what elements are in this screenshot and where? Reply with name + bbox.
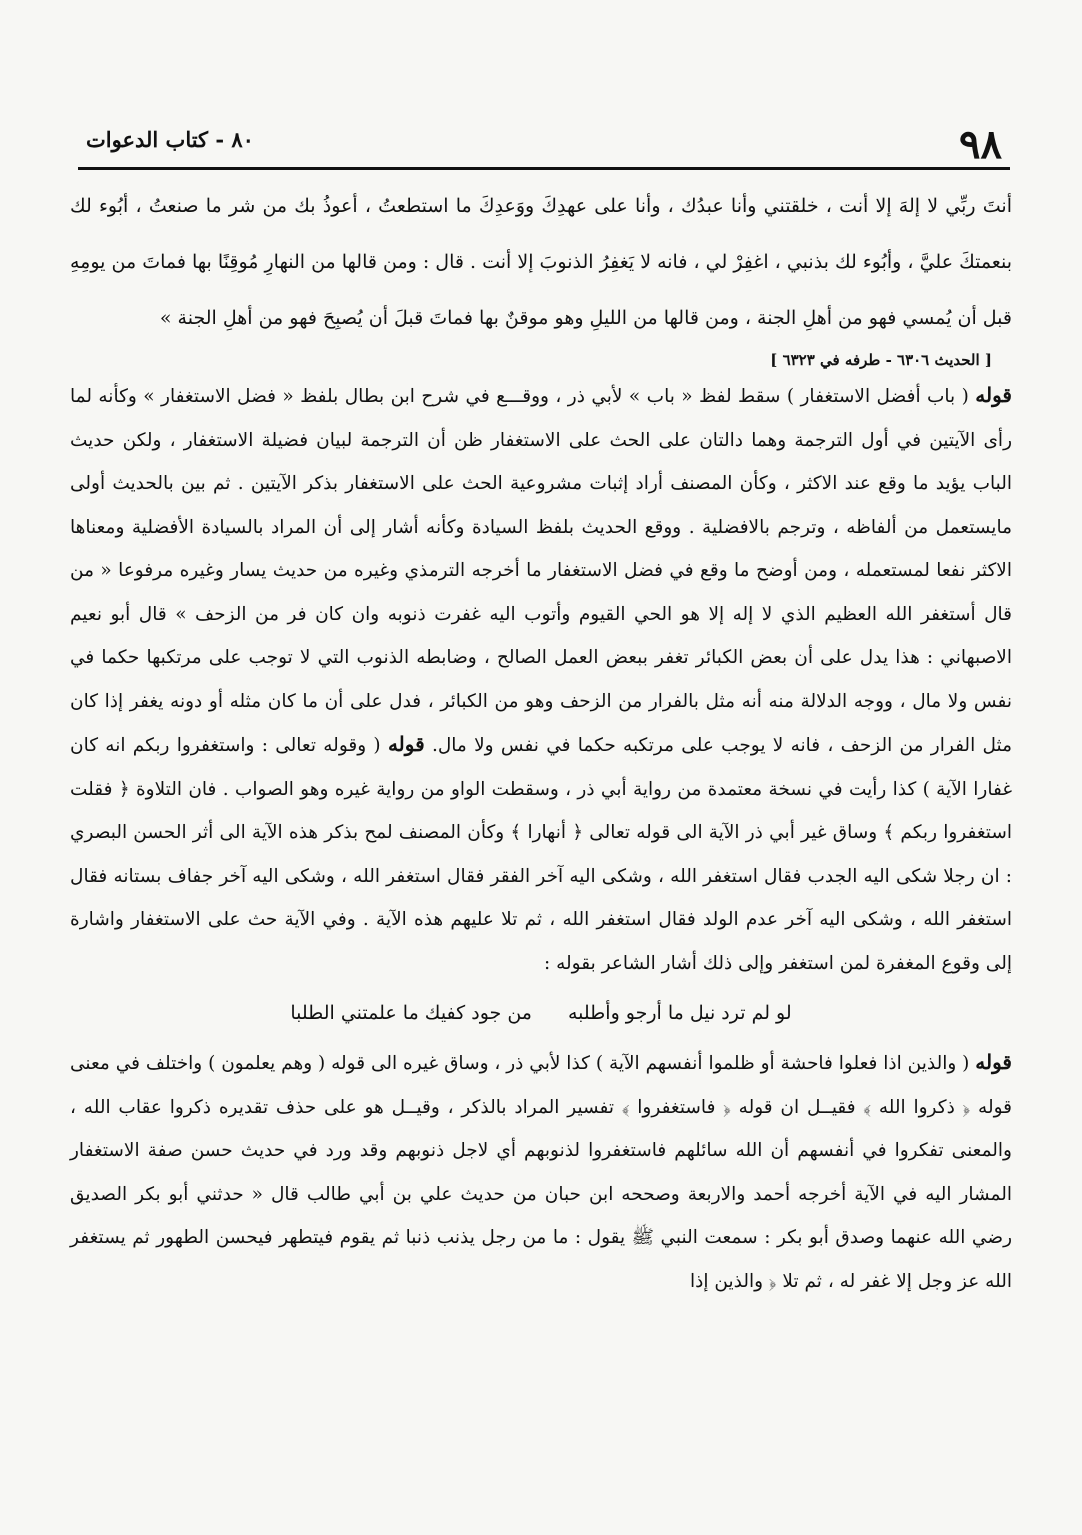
- poetry-verse: [70, 985, 1012, 1041]
- verse-first-hemistich: لو لم ترد نيل ما أرجو وأطلبه: [567, 1002, 792, 1024]
- commentary-keyword: قوله: [975, 1050, 1012, 1074]
- commentary-text: ( وقوله تعالى : واستغفروا ربكم انه كان غفارا الآية ) كذا رأيت في نسخة معتمدة من رواية أبي ذر ، وسقطت الواو من رواية غيره وهو الصواب . فان التلاوة ﴿ فقلت استغفروا ربكم ﴾ وساق غير أبي ذر الآية الى قوله تعالى ﴿ أنهارا ﴾ وكأن المصنف لمح بذكر هذه الآية الى أثر الحسن البصري : ان رجلا شكى اليه الجدب فقال استغفر الله ، وشكى اليه آخر الفقر فقال استغفر الله ، وشكى اليه آخر جفاف بستانه فقال استغفر الله ، وشكى اليه آخر عدم الولد فقال استغفر الله ، ثم تلا عليهم هذه الآية . وفي الآية حث على الاستغفار واشارة إلى وقوع المغفرة لمن استغفر وإلى ذلك أشار الشاعر بقوله :: [70, 735, 1012, 974]
- page-header: [78, 115, 1010, 170]
- commentary-keyword: قوله: [387, 732, 425, 756]
- page-body: [70, 178, 1012, 1303]
- hadith-text: أنتَ ربِّي لا إلهَ إلا أنت ، خلقتني وأنا عبدُك ، وأنا على عهدِكَ ووَعدِكَ ما استطعتُ ، أعوذُ بك من شر ما صنعتُ ، أبُوء لك بنعمتكَ عليَّ ، وأبُوء لك بذنبي ، اغفِرْ لي ، فانه لا يَغفِرُ الذنوبَ إلا أنت . قال : ومن قالها من النهارِ مُوقِنًا بها فماتَ من يومِهِ قبل أن يُمسي فهو من أهلِ الجنة ، ومن قالها من الليلِ وهو موقنٌ بها فماتَ قبلَ أن يُصبِحَ فهو من أهلِ الجنة »: [70, 195, 1012, 329]
- chapter-title: ٨٠ - كتاب الدعوات: [86, 127, 254, 152]
- commentary-text: ( والذين اذا فعلوا فاحشة أو ظلموا أنفسهم الآية ) كذا لأبي ذر ، وساق غيره الى قوله ( وهم يعلمون ) واختلف في معنى قوله ﴿ ذكروا الله ﴾ فقيــل ان قوله ﴿ فاستغفروا ﴾ تفسير المراد بالذكر ، وقيــل هو على حذف تقديره ذكروا عقاب الله ، والمعنى تفكروا في أنفسهم أن الله سائلهم فاستغفروا لذنوبهم أي لاجل ذنوبهم وقد ورد في حديث حسن صفة الاستغفار المشار اليه في الآية أخرجه أحمد والاربعة وصححه ابن حبان من حديث علي بن أبي طالب قال « حدثني أبو بكر الصديق رضي الله عنهما وصدق أبو بكر : سمعت النبي ﷺ يقول : ما من رجل يذنب ذنبا ثم يقوم فيتطهر فيحسن الطهور ثم يستغفر الله عز وجل إلا غفر له ، ثم تلا ﴿ والذين إذا: [70, 1053, 1012, 1292]
- commentary-paragraph-1: [70, 374, 1012, 985]
- header-rule: [78, 167, 1010, 170]
- commentary-text: ( باب أفضل الاستغفار ) سقط لفظ « باب » لأبي ذر ، ووقـــع في شرح ابن بطال بلفظ « فضل الاستغفار » وكأنه لما رأى الآيتين في أول الترجمة وهما دالتان على الحث على الاستغفار ظن أن الترجمة لبيان فضيلة الاستغفار ، ولكن حديث الباب يؤيد ما وقع عند الاكثر ، وكأن المصنف أراد إثبات مشروعية الحث على الاستغفار بذكر الآيتين . ثم بين بالحديث أولى مايستعمل من ألفاظه ، وترجم بالافضلية . ووقع الحديث بلفظ السيادة وكأنه أشار إلى أن المراد بالسيادة الأفضلية ومعناها الاكثر نفعا لمستعمله ، ومن أوضح ما وقع في فضل الاستغفار ما أخرجه الترمذي وغيره من حديث يسار وغيره مرفوعا « من قال أستغفر الله العظيم الذي لا إله إلا هو الحي القيوم وأتوب اليه غفرت ذنوبه وان كان فر من الزحف » قال أبو نعيم الاصبهاني : هذا يدل على أن بعض الكبائر تغفر ببعض العمل الصالح ، وضابطه الذنوب التي لا توجب على مرتكبها حكما في نفس ولا مال ، ووجه الدلالة منه أنه مثل بالفرار من الزحف وهو من الكبائر ، فدل على أن ما كان مثله أو دونه يغفر إذا كان مثل الفرار من الزحف ، فانه لا يوجب على مرتكبه حكما في نفس ولا مال.: [70, 386, 1013, 756]
- commentary-keyword: قوله: [975, 383, 1012, 407]
- page-number: ٩٨: [959, 121, 1002, 168]
- hadith-reference: [ الحديث ٦٣٠٦ - طرفه في ٦٣٢٣ ]: [770, 351, 992, 369]
- commentary-paragraph-2: [70, 1041, 1012, 1303]
- verse-second-hemistich: من جود كفيك ما علمتني الطلبا: [290, 1002, 532, 1024]
